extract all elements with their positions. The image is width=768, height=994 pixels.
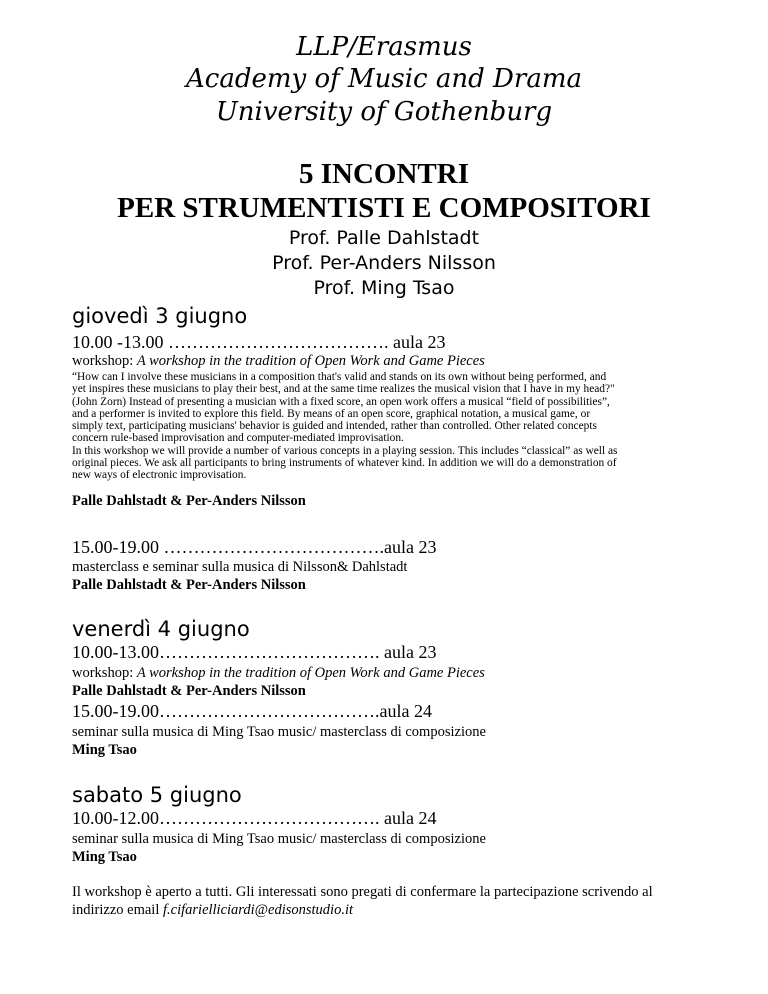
- header-line-3: University of Gothenburg: [215, 97, 553, 127]
- day-heading: venerdì 4 giugno: [72, 617, 250, 641]
- session-people: Ming Tsao: [72, 849, 137, 865]
- title-line-2: PER STRUMENTISTI E COMPOSITORI: [117, 192, 651, 224]
- session-time: 15.00-19.00……………………………….aula 24: [72, 701, 432, 721]
- footer-line-2: indirizzo email f.cifarielliciardi@edisonstudio.it: [72, 902, 354, 918]
- session-people: Palle Dahlstadt & Per-Anders Nilsson: [72, 683, 306, 699]
- session-kind: seminar sulla musica di Ming Tsao music/ masterclass di composizione: [72, 831, 486, 847]
- email-link[interactable]: f.cifarielliciardi@edisonstudio.it: [163, 902, 354, 918]
- day-heading: sabato 5 giugno: [72, 783, 242, 807]
- workshop-description: “How can I involve these musicians in a composition that's valid and stands on its own without being performed, and yet inspires these musicians to play their best, and at the same time realizes the musical vision that I have in my head?" (John Zorn) Instead of presenting a musician with a fixed score, an open work offers a musical “field of possibilities”, and a performer is invited to explore this field. By means of an open score, graphical notation, a musical game, or simply text, participating musicians' behavior is guided and intended, rather than controlled. Other related concepts concern rule-based improvisation and computer-mediated improvisation. In this workshop we will provide a number of various concepts in a playing session. This includes “classical” as well as original pieces. We ask all participants to bring instruments of whatever kind. In addition we will do a demonstration of new ways of electronic improvisation.: [72, 371, 618, 482]
- day-heading: giovedì 3 giugno: [72, 304, 248, 328]
- session-time: 10.00-12.00………………………………. aula 24: [72, 808, 437, 828]
- header-line-1: LLP/Erasmus: [296, 32, 472, 62]
- session-kind: seminar sulla musica di Ming Tsao music/ masterclass di composizione: [72, 724, 486, 740]
- session-time: 10.00 -13.00 ………………………………. aula 23: [72, 332, 446, 352]
- professor-1: Prof. Palle Dahlstadt: [288, 227, 480, 249]
- session-people: Palle Dahlstadt & Per-Anders Nilsson: [72, 577, 306, 593]
- session-kind: masterclass e seminar sulla musica di Nilsson& Dahlstadt: [72, 559, 408, 575]
- session-time: 15.00-19.00 ……………………………….aula 23: [72, 537, 437, 557]
- header-line-2: Academy of Music and Drama: [186, 64, 582, 94]
- title-line-1: 5 INCONTRI: [299, 158, 469, 190]
- professor-2: Prof. Per-Anders Nilsson: [272, 252, 496, 274]
- footer-line-1: Il workshop è aperto a tutti. Gli interessati sono pregati di confermare la partecipazione scrivendo al: [72, 884, 653, 900]
- professor-3: Prof. Ming Tsao: [313, 277, 455, 299]
- session-people: Ming Tsao: [72, 742, 137, 758]
- session-kind: workshop: A workshop in the tradition of Open Work and Game Pieces: [72, 665, 485, 681]
- session-kind: workshop: A workshop in the tradition of Open Work and Game Pieces: [72, 353, 485, 369]
- session-time: 10.00-13.00………………………………. aula 23: [72, 642, 437, 662]
- session-people: Palle Dahlstadt & Per-Anders Nilsson: [72, 493, 306, 509]
